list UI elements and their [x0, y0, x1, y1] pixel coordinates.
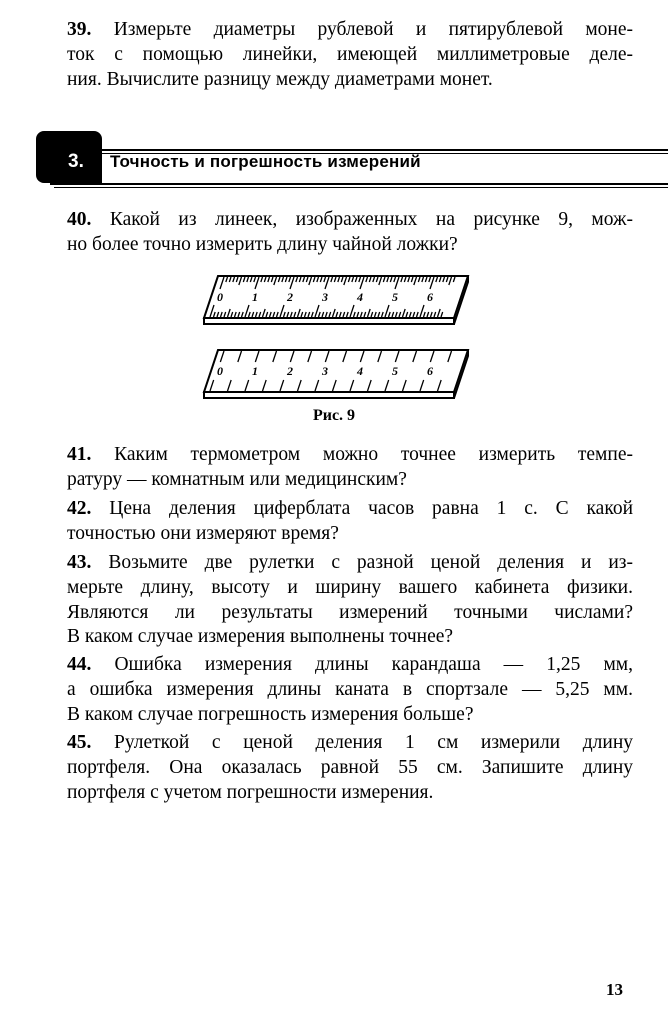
- ruler-half-centimeter: [204, 350, 468, 398]
- line-text: В каком случае погрешность измерения больше?: [67, 703, 474, 725]
- ruler-label: 6: [427, 290, 433, 304]
- ruler-label: 4: [357, 290, 363, 304]
- text-line: [67, 576, 633, 601]
- text-line: [67, 233, 633, 258]
- line-text: ния. Вычислите разницу между диаметрами монет.: [67, 68, 493, 90]
- problem-number: 42.: [67, 498, 92, 519]
- ruler-label: 6: [427, 364, 433, 378]
- section-header: [36, 131, 668, 187]
- text-line: [67, 443, 633, 468]
- text-line: [67, 601, 633, 626]
- problem-number: 39.: [67, 19, 92, 40]
- line-text: мерьте длину, высоту и ширину вашего кабинета физики.: [67, 576, 633, 598]
- text-line: [67, 781, 633, 806]
- text-line: [67, 468, 633, 493]
- line-text: портфеля. Она оказалась равной 55 см. Запишите длину: [67, 756, 633, 778]
- problem-42: [67, 497, 633, 547]
- problem-45: [67, 731, 633, 805]
- line-text: Возьмите две рулетки с разной ценой деления и из-: [108, 552, 633, 573]
- problem-44: [67, 653, 633, 727]
- problem-40: [67, 208, 633, 258]
- problem-number: 40.: [67, 209, 92, 230]
- line-text: Ошибка измерения длины карандаша — 1,25 мм,: [114, 654, 633, 675]
- text-line: [67, 522, 633, 547]
- ruler-label: 5: [392, 364, 398, 378]
- problem-number: 43.: [67, 552, 92, 573]
- text-line: [67, 731, 633, 756]
- line-text: В каком случае измерения выполнены точнее?: [67, 626, 454, 648]
- problem-43: [67, 551, 633, 650]
- problem-number: 45.: [67, 732, 92, 753]
- line-text: ратуру — комнатным или медицинским?: [67, 468, 407, 490]
- line-text: а ошибка измерения длины каната в спортзале — 5,25 мм.: [67, 678, 633, 700]
- problem-41: [67, 443, 633, 493]
- figure-caption: Рис. 9: [312, 407, 356, 424]
- text-line: [67, 497, 633, 522]
- problem-number: 41.: [67, 444, 92, 465]
- problem-number: 44.: [67, 654, 92, 675]
- ruler-label: 1: [252, 290, 258, 304]
- line-text: ток с помощью линейки, имеющей миллиметровые деле-: [67, 43, 633, 65]
- ruler-label: 2: [287, 364, 293, 378]
- ruler-label: 1: [252, 364, 258, 378]
- ruler-label: 3: [322, 364, 328, 378]
- ruler-label: 4: [357, 364, 363, 378]
- text-line: [67, 703, 633, 728]
- line-text: Каким термометром можно точнее измерить темпе-: [114, 444, 633, 465]
- line-text: Рулеткой с ценой деления 1 см измерили длину: [114, 732, 634, 753]
- page-number: 13: [606, 980, 623, 999]
- line-text: портфеля с учетом погрешности измерения.: [67, 781, 434, 803]
- figure-rulers: [190, 262, 480, 402]
- text-line: [67, 43, 633, 68]
- ruler-label: 0: [217, 290, 223, 304]
- section-number: 3.: [68, 151, 84, 172]
- text-line: [67, 68, 633, 93]
- ruler-label: 3: [322, 290, 328, 304]
- ruler-label: 5: [392, 290, 398, 304]
- text-line: [67, 653, 633, 678]
- ruler-label: 2: [287, 290, 293, 304]
- line-text: Цена деления циферблата часов равна 1 с. С какой: [109, 498, 634, 519]
- text-line: [67, 625, 633, 650]
- ruler-label: 0: [217, 364, 223, 378]
- line-text: Какой из линеек, изображенных на рисунке 9, мож-: [109, 209, 633, 230]
- section-title: Точность и погрешность измерений: [110, 152, 421, 171]
- line-text: точностью они измеряют время?: [67, 522, 339, 544]
- text-line: [67, 551, 633, 576]
- text-line: [67, 678, 633, 703]
- text-line: [67, 756, 633, 781]
- line-text: Измерьте диаметры рублевой и пятирублевой моне-: [113, 19, 634, 40]
- problem-39: [67, 18, 633, 92]
- ruler-millimeter: [204, 276, 468, 324]
- section-number-badge: [36, 131, 102, 183]
- text-line: [67, 18, 633, 43]
- text-line: [67, 208, 633, 233]
- line-text: Являются ли результаты измерений точными числами?: [67, 601, 633, 623]
- line-text: но более точно измерить длину чайной ложки?: [67, 233, 458, 255]
